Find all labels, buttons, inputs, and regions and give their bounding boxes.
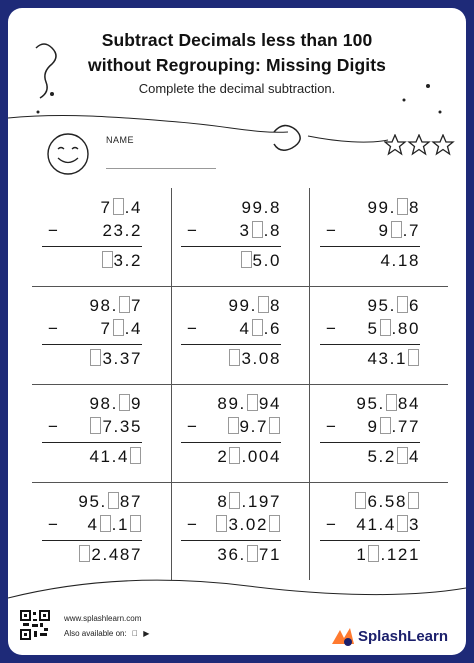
minus-sign: − <box>187 417 197 436</box>
answer-line <box>42 246 142 247</box>
minuend: 89. 94 <box>217 394 281 413</box>
problem-body <box>181 294 281 370</box>
subtrahend: − 9 .7 <box>326 221 420 240</box>
instruction-text: Complete the decimal subtraction. <box>138 81 336 96</box>
minus-sign: − <box>48 221 58 240</box>
problem-body <box>42 196 142 272</box>
difference: 4.18 <box>380 251 420 270</box>
answer-line <box>181 442 281 443</box>
minuend: 8 .197 <box>217 492 281 511</box>
minuend: 95. 84 <box>356 394 420 413</box>
answer-line <box>181 540 281 541</box>
subtrahend: − 4 .1 <box>42 513 142 536</box>
available-on <box>64 629 149 638</box>
problem-body <box>320 392 420 468</box>
problem-body <box>42 294 142 370</box>
minuend: 6.58 <box>320 490 420 513</box>
minuend: 95. 87 <box>78 492 142 511</box>
answer-line <box>42 442 142 443</box>
missing-digit-box[interactable] <box>397 447 408 464</box>
missing-digit-box[interactable] <box>380 319 391 336</box>
difference: 41.4 <box>42 445 142 468</box>
website-link[interactable]: www.splashlearn.com <box>64 614 142 623</box>
minuend: 99.8 <box>241 198 281 217</box>
missing-digit-box[interactable] <box>397 296 408 313</box>
play-store-icon[interactable]: ▶ <box>137 629 144 638</box>
missing-digit-box[interactable] <box>130 515 141 532</box>
subtraction-problem <box>171 384 309 482</box>
subtraction-problem <box>310 188 448 286</box>
subtrahend: − 9 .77 <box>326 417 420 436</box>
answer-line <box>42 540 142 541</box>
subtrahend: − 7 .4 <box>48 319 142 338</box>
problem-body <box>320 196 420 272</box>
subtrahend: − 3.02 <box>181 513 281 536</box>
problem-body <box>320 490 420 566</box>
missing-digit-box[interactable] <box>252 319 263 336</box>
answer-line <box>320 540 420 541</box>
difference: 3.08 <box>181 347 281 370</box>
missing-digit-box[interactable] <box>386 394 397 411</box>
subtraction-problem <box>32 188 170 286</box>
missing-digit-box[interactable] <box>228 417 239 434</box>
missing-digit-box[interactable] <box>113 198 124 215</box>
subtraction-problem <box>310 384 448 482</box>
subtrahend: − 3 .8 <box>187 221 281 240</box>
subtraction-problem <box>171 482 309 580</box>
minus-sign: − <box>187 319 197 338</box>
missing-digit-box[interactable] <box>79 545 90 562</box>
difference: 1 .121 <box>356 545 420 564</box>
answer-line <box>181 246 281 247</box>
missing-digit-box[interactable] <box>108 492 119 509</box>
subtraction-problem <box>171 286 309 384</box>
missing-digit-box[interactable] <box>229 447 240 464</box>
subtrahend: − 23.2 <box>48 221 142 240</box>
footer-wave <box>8 568 466 608</box>
missing-digit-box[interactable] <box>397 515 408 532</box>
subtrahend: − 7.35 <box>48 417 142 436</box>
missing-digit-box[interactable] <box>380 417 391 434</box>
missing-digit-box[interactable] <box>100 515 111 532</box>
problem-body <box>320 294 420 370</box>
missing-digit-box[interactable] <box>102 251 113 268</box>
minus-sign: − <box>326 221 336 240</box>
missing-digit-box[interactable] <box>269 417 280 434</box>
problem-body <box>181 196 281 272</box>
minus-sign: − <box>48 319 58 338</box>
available-on-text: Also available on: <box>64 629 127 638</box>
problem-grid <box>32 188 448 580</box>
subtraction-problem <box>310 482 448 580</box>
minus-sign: − <box>187 515 197 534</box>
minuend: 95. 6 <box>367 296 420 315</box>
answer-line <box>42 344 142 345</box>
missing-digit-box[interactable] <box>90 349 101 366</box>
difference: 3.37 <box>42 347 142 370</box>
brand-name: SplashLearn <box>358 628 449 645</box>
difference: 5.0 <box>181 249 281 272</box>
difference: 2 .004 <box>217 447 281 466</box>
minus-sign: − <box>48 515 58 534</box>
problem-body <box>42 490 142 566</box>
minus-sign: − <box>187 221 197 240</box>
minuend: 99. 8 <box>228 296 281 315</box>
minus-sign: − <box>326 319 336 338</box>
minus-sign: − <box>326 515 336 534</box>
missing-digit-box[interactable] <box>252 221 263 238</box>
title-line-2: without Regrouping: Missing Digits <box>88 55 386 75</box>
subtrahend: − 9.7 <box>181 415 281 438</box>
missing-digit-box[interactable] <box>229 492 240 509</box>
missing-digit-box[interactable] <box>229 349 240 366</box>
missing-digit-box[interactable] <box>397 198 408 215</box>
worksheet-page <box>8 8 466 655</box>
missing-digit-box[interactable] <box>90 417 101 434</box>
missing-digit-box[interactable] <box>119 296 130 313</box>
answer-line <box>320 344 420 345</box>
minus-sign: − <box>326 417 336 436</box>
subtrahend: − 4 .6 <box>187 319 281 338</box>
subtraction-problem <box>310 286 448 384</box>
difference: 2.487 <box>42 543 142 566</box>
difference: 43.1 <box>320 347 420 370</box>
minuend: 99. 8 <box>367 198 420 217</box>
problem-body <box>181 490 281 566</box>
difference: 5.2 4 <box>367 447 420 466</box>
missing-digit-box[interactable] <box>130 447 141 464</box>
missing-digit-box[interactable] <box>247 394 258 411</box>
subtraction-problem <box>171 188 309 286</box>
missing-digit-box[interactable] <box>113 319 124 336</box>
problem-body <box>42 392 142 468</box>
difference: 3.2 <box>42 249 142 272</box>
name-label: NAME <box>106 135 135 145</box>
subtrahend: − 41.4 3 <box>326 515 420 534</box>
rating-stars-icon <box>384 134 456 158</box>
smiley-face-icon <box>46 132 90 176</box>
name-field[interactable] <box>106 168 216 169</box>
missing-digit-box[interactable] <box>216 515 227 532</box>
missing-digit-box[interactable] <box>355 492 366 509</box>
subtraction-problem <box>32 286 170 384</box>
worksheet-title <box>8 28 466 78</box>
minuend: 98. 9 <box>89 394 142 413</box>
title-line-1: Subtract Decimals less than 100 <box>101 30 373 50</box>
answer-line <box>320 246 420 247</box>
minuend: 7 .4 <box>100 198 142 217</box>
qr-code-icon <box>20 610 50 640</box>
missing-digit-box[interactable] <box>241 251 252 268</box>
missing-digit-box[interactable] <box>408 349 419 366</box>
subtrahend: − 5 .80 <box>326 319 420 338</box>
missing-digit-box[interactable] <box>247 545 258 562</box>
problem-body <box>181 392 281 468</box>
answer-line <box>181 344 281 345</box>
subtraction-problem <box>32 384 170 482</box>
missing-digit-box[interactable] <box>119 394 130 411</box>
difference: 36. 71 <box>217 545 281 564</box>
missing-digit-box[interactable] <box>269 515 280 532</box>
missing-digit-box[interactable] <box>391 221 402 238</box>
splashlearn-logo-icon <box>330 626 356 648</box>
missing-digit-box[interactable] <box>408 492 419 509</box>
answer-line <box>320 442 420 443</box>
missing-digit-box[interactable] <box>258 296 269 313</box>
minuend: 98. 7 <box>89 296 142 315</box>
subtraction-problem <box>32 482 170 580</box>
apple-icon[interactable] <box>132 629 138 638</box>
missing-digit-box[interactable] <box>368 545 379 562</box>
minus-sign: − <box>48 417 58 436</box>
